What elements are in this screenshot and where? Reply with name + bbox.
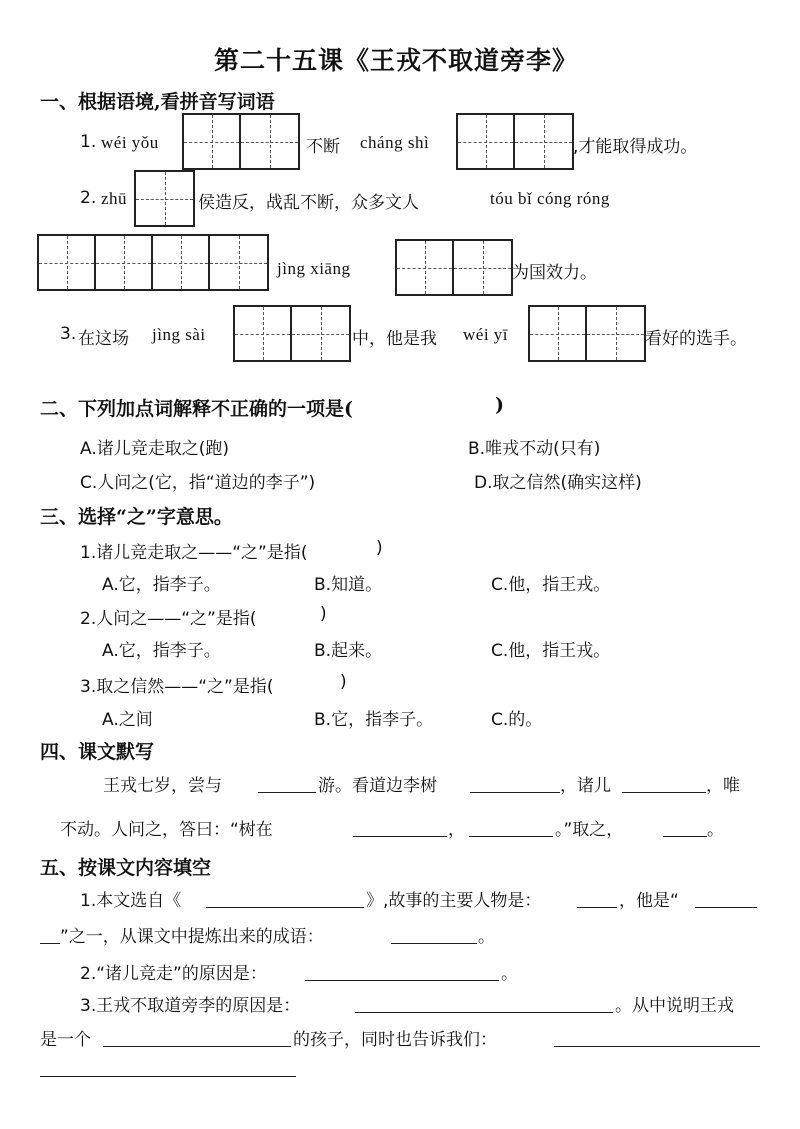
s4-line2-a: 不动。人问之，答曰：“树在: [60, 820, 273, 840]
section-1-heading: 一、根据语境,看拼音写词语: [40, 91, 275, 113]
s3-q1: 1.诸儿竞走取之——“之”是指(: [80, 543, 308, 563]
s1-q1-text-1: 不断: [306, 137, 340, 157]
s3-q3: 3.取之信然——“之”是指(: [80, 677, 274, 697]
s5-q3-c: 是一个: [40, 1030, 91, 1050]
s5-blank-source[interactable]: [206, 907, 364, 908]
s1-q3-grid-1[interactable]: [233, 305, 351, 362]
s2-option-c: C.人问之(它，指“道边的李子”): [80, 473, 316, 493]
s4-line1-a: 王戎七岁，尝与: [103, 776, 222, 796]
s3-q1-option-b: B.知道。: [314, 575, 383, 595]
s4-blank-5[interactable]: [469, 836, 553, 837]
s4-line2-d: 。: [707, 820, 724, 840]
s1-q3-text-2: 看好的选手。: [645, 329, 747, 349]
s3-q1-close: ): [376, 538, 383, 558]
s5-q2-b: 。: [501, 964, 518, 984]
s3-q2: 2.人问之——“之”是指(: [80, 609, 257, 629]
s3-q2-close: ): [320, 604, 327, 624]
s4-line1-b: 游。看道边李树: [318, 776, 437, 796]
s1-q3-pinyin-1: jìng sài: [152, 325, 206, 344]
s5-blank-identity-2[interactable]: [40, 943, 60, 944]
s5-q2-a: 2.“诸儿竞走”的原因是：: [80, 964, 267, 984]
s1-q2-grid-1[interactable]: [134, 170, 195, 227]
s4-line2-b: ，: [448, 820, 465, 840]
s3-q2-option-b: B.起来。: [314, 641, 383, 661]
s2-option-b: B.唯戎不动(只有): [468, 439, 601, 459]
s1-q3-grid-2[interactable]: [528, 305, 646, 362]
s5-blank-lesson-2[interactable]: [40, 1076, 296, 1077]
s1-q1-text-2: ,才能取得成功。: [573, 137, 698, 157]
s1-q2-pinyin-1: zhū: [101, 189, 128, 208]
s1-q2-number: 2.: [80, 188, 97, 208]
s5-blank-idiom[interactable]: [391, 943, 477, 944]
s3-q1-option-a: A.它，指李子。: [102, 575, 221, 595]
s1-q1-grid-1[interactable]: [182, 113, 300, 170]
s5-blank-character[interactable]: [577, 907, 617, 908]
s5-q3-d: 的孩子，同时也告诉我们：: [293, 1030, 497, 1050]
s1-q3-text-0: 在这场: [78, 329, 129, 349]
s2-option-d: D.取之信然(确实这样): [474, 473, 642, 493]
s5-q3-b: 。从中说明王戎: [615, 996, 734, 1016]
s4-line1-d: ，唯: [706, 776, 740, 796]
s1-q3-text-1: 中，他是我: [352, 329, 437, 349]
s4-line1-c: ，诸儿: [560, 776, 611, 796]
section-3-heading: 三、选择“之”字意思。: [40, 506, 233, 528]
s5-blank-reason-1[interactable]: [305, 980, 499, 981]
s1-q3-number: 3.: [60, 324, 77, 344]
s1-q3-pinyin-2: wéi yī: [463, 325, 509, 344]
s1-q2-grid-2[interactable]: [37, 234, 269, 291]
s3-q2-option-c: C.他，指王戎。: [491, 641, 611, 661]
s5-blank-lesson-1[interactable]: [554, 1046, 760, 1047]
s4-blank-4[interactable]: [353, 836, 447, 837]
s4-blank-2[interactable]: [470, 792, 560, 793]
s5-blank-identity-1[interactable]: [695, 907, 757, 908]
s1-q2-pinyin-2: tóu bǐ cóng róng: [490, 189, 610, 208]
s5-blank-reason-2[interactable]: [355, 1012, 613, 1013]
s4-blank-1[interactable]: [258, 792, 316, 793]
section-2-answer-close: ): [495, 394, 504, 416]
page-title: 第二十五课《王戎不取道旁李》: [214, 46, 579, 75]
section-2-heading: 二、下列加点词解释不正确的一项是(: [40, 398, 353, 420]
s5-blank-child-trait[interactable]: [103, 1046, 291, 1047]
s5-q3-a: 3.王戎不取道旁李的原因是：: [80, 996, 301, 1016]
s3-q1-option-c: C.他，指王戎。: [491, 575, 611, 595]
s5-q1-d: ”之一，从课文中提炼出来的成语：: [60, 927, 324, 947]
s1-q2-pinyin-3: jìng xiāng: [277, 259, 351, 278]
s1-q1-pinyin-1: wéi yǒu: [101, 133, 159, 152]
s3-q3-option-b: B.它，指李子。: [314, 710, 434, 730]
s4-blank-6[interactable]: [663, 836, 707, 837]
s5-q1-b: 》,故事的主要人物是：: [366, 891, 542, 911]
s3-q3-option-c: C.的。: [491, 710, 543, 730]
section-5-heading: 五、按课文内容填空: [40, 857, 212, 879]
s4-blank-3[interactable]: [622, 792, 706, 793]
s1-q1-pinyin-2: cháng shì: [360, 133, 430, 152]
s1-q1-number: 1.: [80, 132, 97, 152]
s4-line2-c: 。”取之，: [555, 820, 624, 840]
s1-q1-grid-2[interactable]: [456, 113, 574, 170]
s1-q2-text-2: 为国效力。: [512, 263, 597, 283]
section-4-heading: 四、课文默写: [40, 741, 155, 763]
s5-q1-a: 1.本文选自《: [80, 891, 182, 911]
s5-q1-c: ，他是“: [619, 891, 679, 911]
s3-q3-option-a: A.之间: [102, 710, 153, 730]
s2-option-a: A.诸儿竞走取之(跑): [80, 439, 229, 459]
s3-q3-close: ): [340, 672, 347, 692]
s3-q2-option-a: A.它，指李子。: [102, 641, 221, 661]
s1-q2-grid-3[interactable]: [395, 239, 513, 296]
s5-q1-e: 。: [478, 927, 495, 947]
s1-q2-text-1: 侯造反，战乱不断，众多文人: [198, 193, 419, 213]
